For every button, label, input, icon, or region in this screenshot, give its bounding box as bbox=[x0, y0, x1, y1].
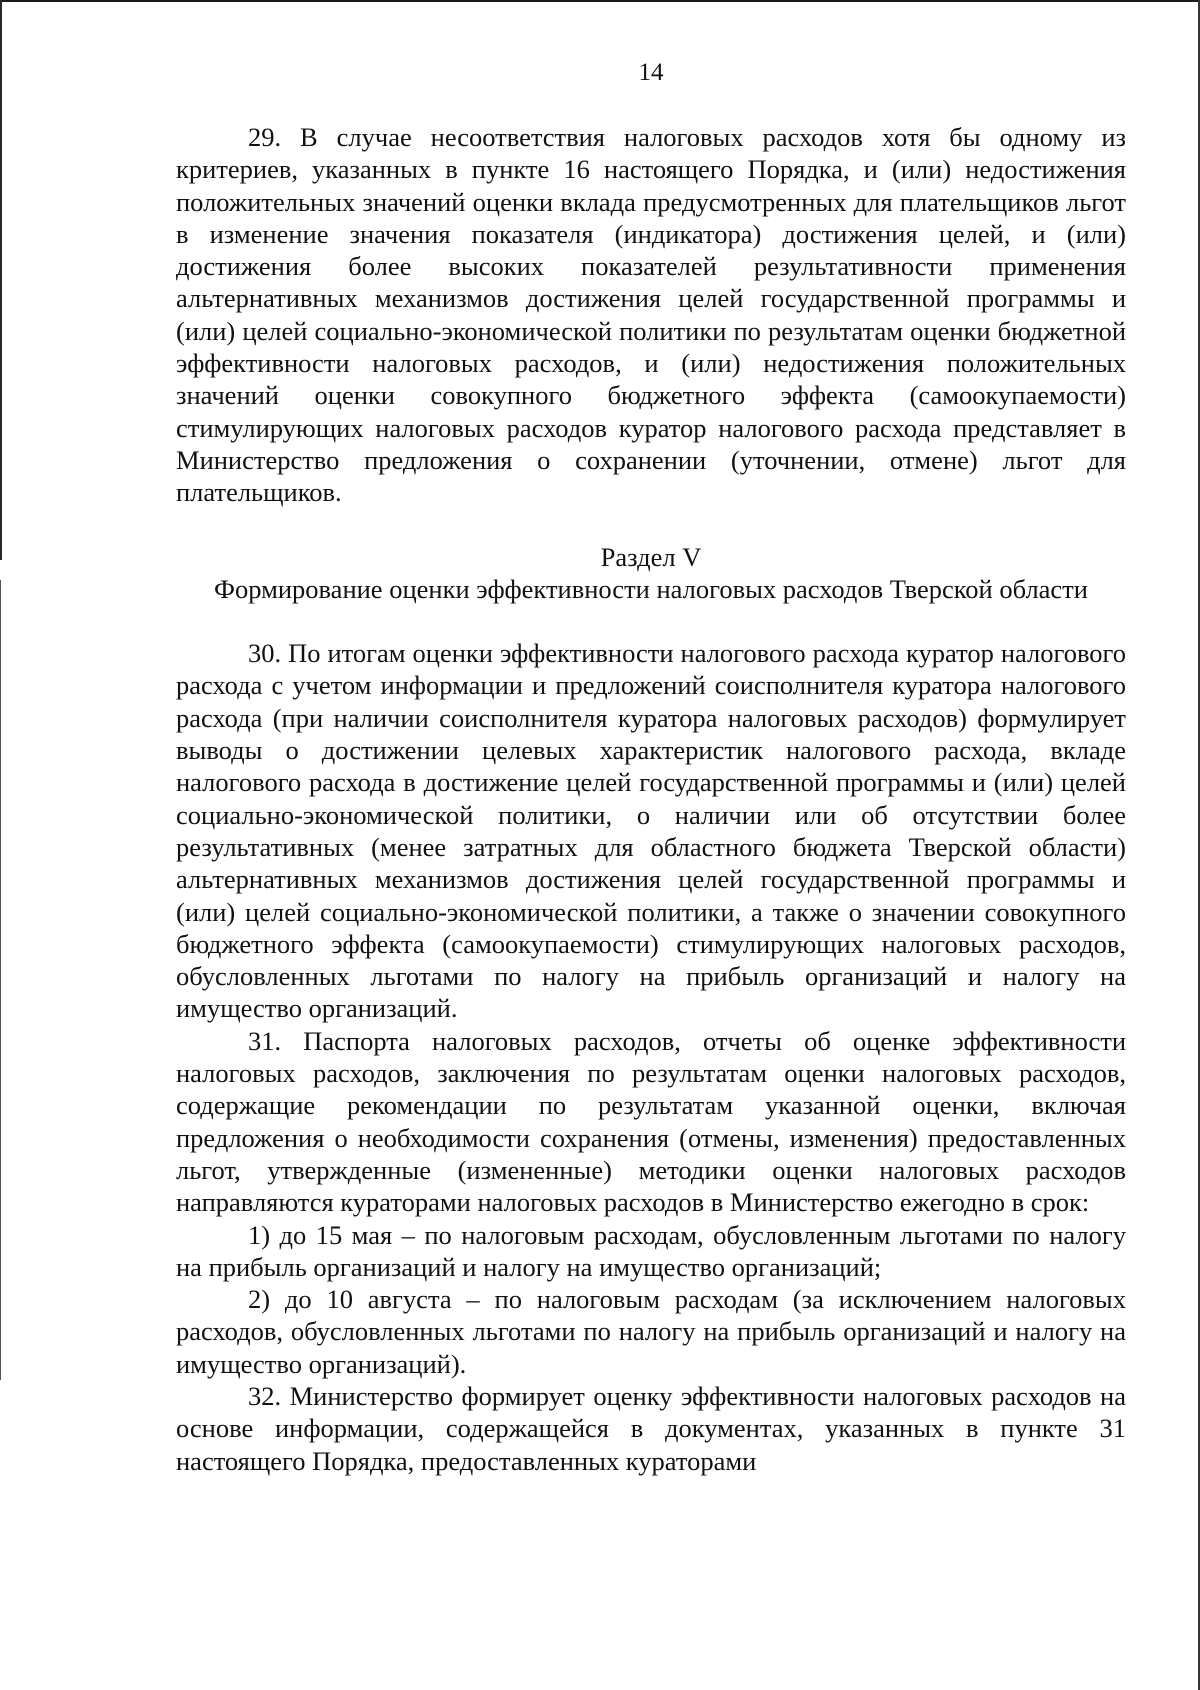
paragraph-31-item-1: 1) до 15 мая – по налоговым расходам, обусловленным льготами по налогу на прибыль организаций и налогу на имущество организаций; bbox=[176, 1219, 1126, 1282]
page-number: 14 bbox=[638, 59, 664, 86]
paragraph-29: 29. В случае несоответствия налоговых расходов хотя бы одному из критериев, указанных в пункте 16 настоящего Порядка, и (или) недостижения положительных значений оценки вклада предусмотренных для плательщиков льгот в изменение значения показателя (индикатора) достижения целей, и (или) достижения более высоких показателей результативности применения альтернативных механизмов достижения целей государственной программы и (или) целей социально-экономической политики по результатам оценки бюджетной эффективности налоговых расходов, и (или) недостижения положительных значений оценки совокупного бюджетного эффекта (самоокупаемости) стимулирующих налоговых расходов куратор налогового расхода представляет в Министерство предложения о сохранении (уточнении, отмене) льгот для плательщиков. bbox=[176, 122, 1126, 508]
section-title: Формирование оценки эффективности налоговых расходов Тверской области bbox=[214, 573, 1088, 604]
paragraph-30: 30. По итогам оценки эффективности налогового расхода куратор налогового расхода с учетом информации и предложений соисполнителя куратора налогового расхода (при наличии соисполнителя куратора налоговых расходов) формулирует выводы о достижении целевых характеристик налогового расхода, вкладе налогового расхода в достижение целей государственной программы и (или) целей социально-экономической политики, о наличии или об отсутствии более результативных (менее затратных для областного бюджета Тверской области) альтернативных механизмов достижения целей государственной программы и (или) целей социально-экономической политики, а также о значении совокупного бюджетного эффекта (самоокупаемости) стимулирующих налоговых расходов, обусловленных льготами по налогу на прибыль организаций и налогу на имущество организаций. bbox=[176, 638, 1126, 1024]
scan-left-border bbox=[0, 0, 2, 560]
section-heading: Раздел V bbox=[600, 541, 702, 572]
paragraph-32: 32. Министерство формирует оценку эффективности налоговых расходов на основе информации, содержащейся в документах, указанных в пункте 31 настоящего Порядка, предоставленных кураторами bbox=[176, 1380, 1126, 1476]
spacer bbox=[176, 605, 1126, 637]
spacer bbox=[176, 509, 1126, 541]
document-page bbox=[176, 58, 1126, 1477]
scan-left-border-lower bbox=[0, 580, 1, 1380]
paragraph-31-item-2: 2) до 10 августа – по налоговым расходам (за исключением налоговых расходов, обусловленных льготами по налогу на прибыль организаций и налогу на имущество организаций). bbox=[176, 1284, 1126, 1379]
scan-top-border bbox=[0, 0, 1200, 2]
paragraph-31: 31. Паспорта налоговых расходов, отчеты об оценке эффективности налоговых расходов, заключения по результатам оценки налоговых расходов, содержащие рекомендации по результатам указанной оценки, включая предложения о необходимости сохранения (отмены, изменения) предоставленных льгот, утвержденные (измененные) методики оценки налоговых расходов направляются кураторами налоговых расходов в Министерство ежегодно в срок: bbox=[176, 1025, 1126, 1218]
